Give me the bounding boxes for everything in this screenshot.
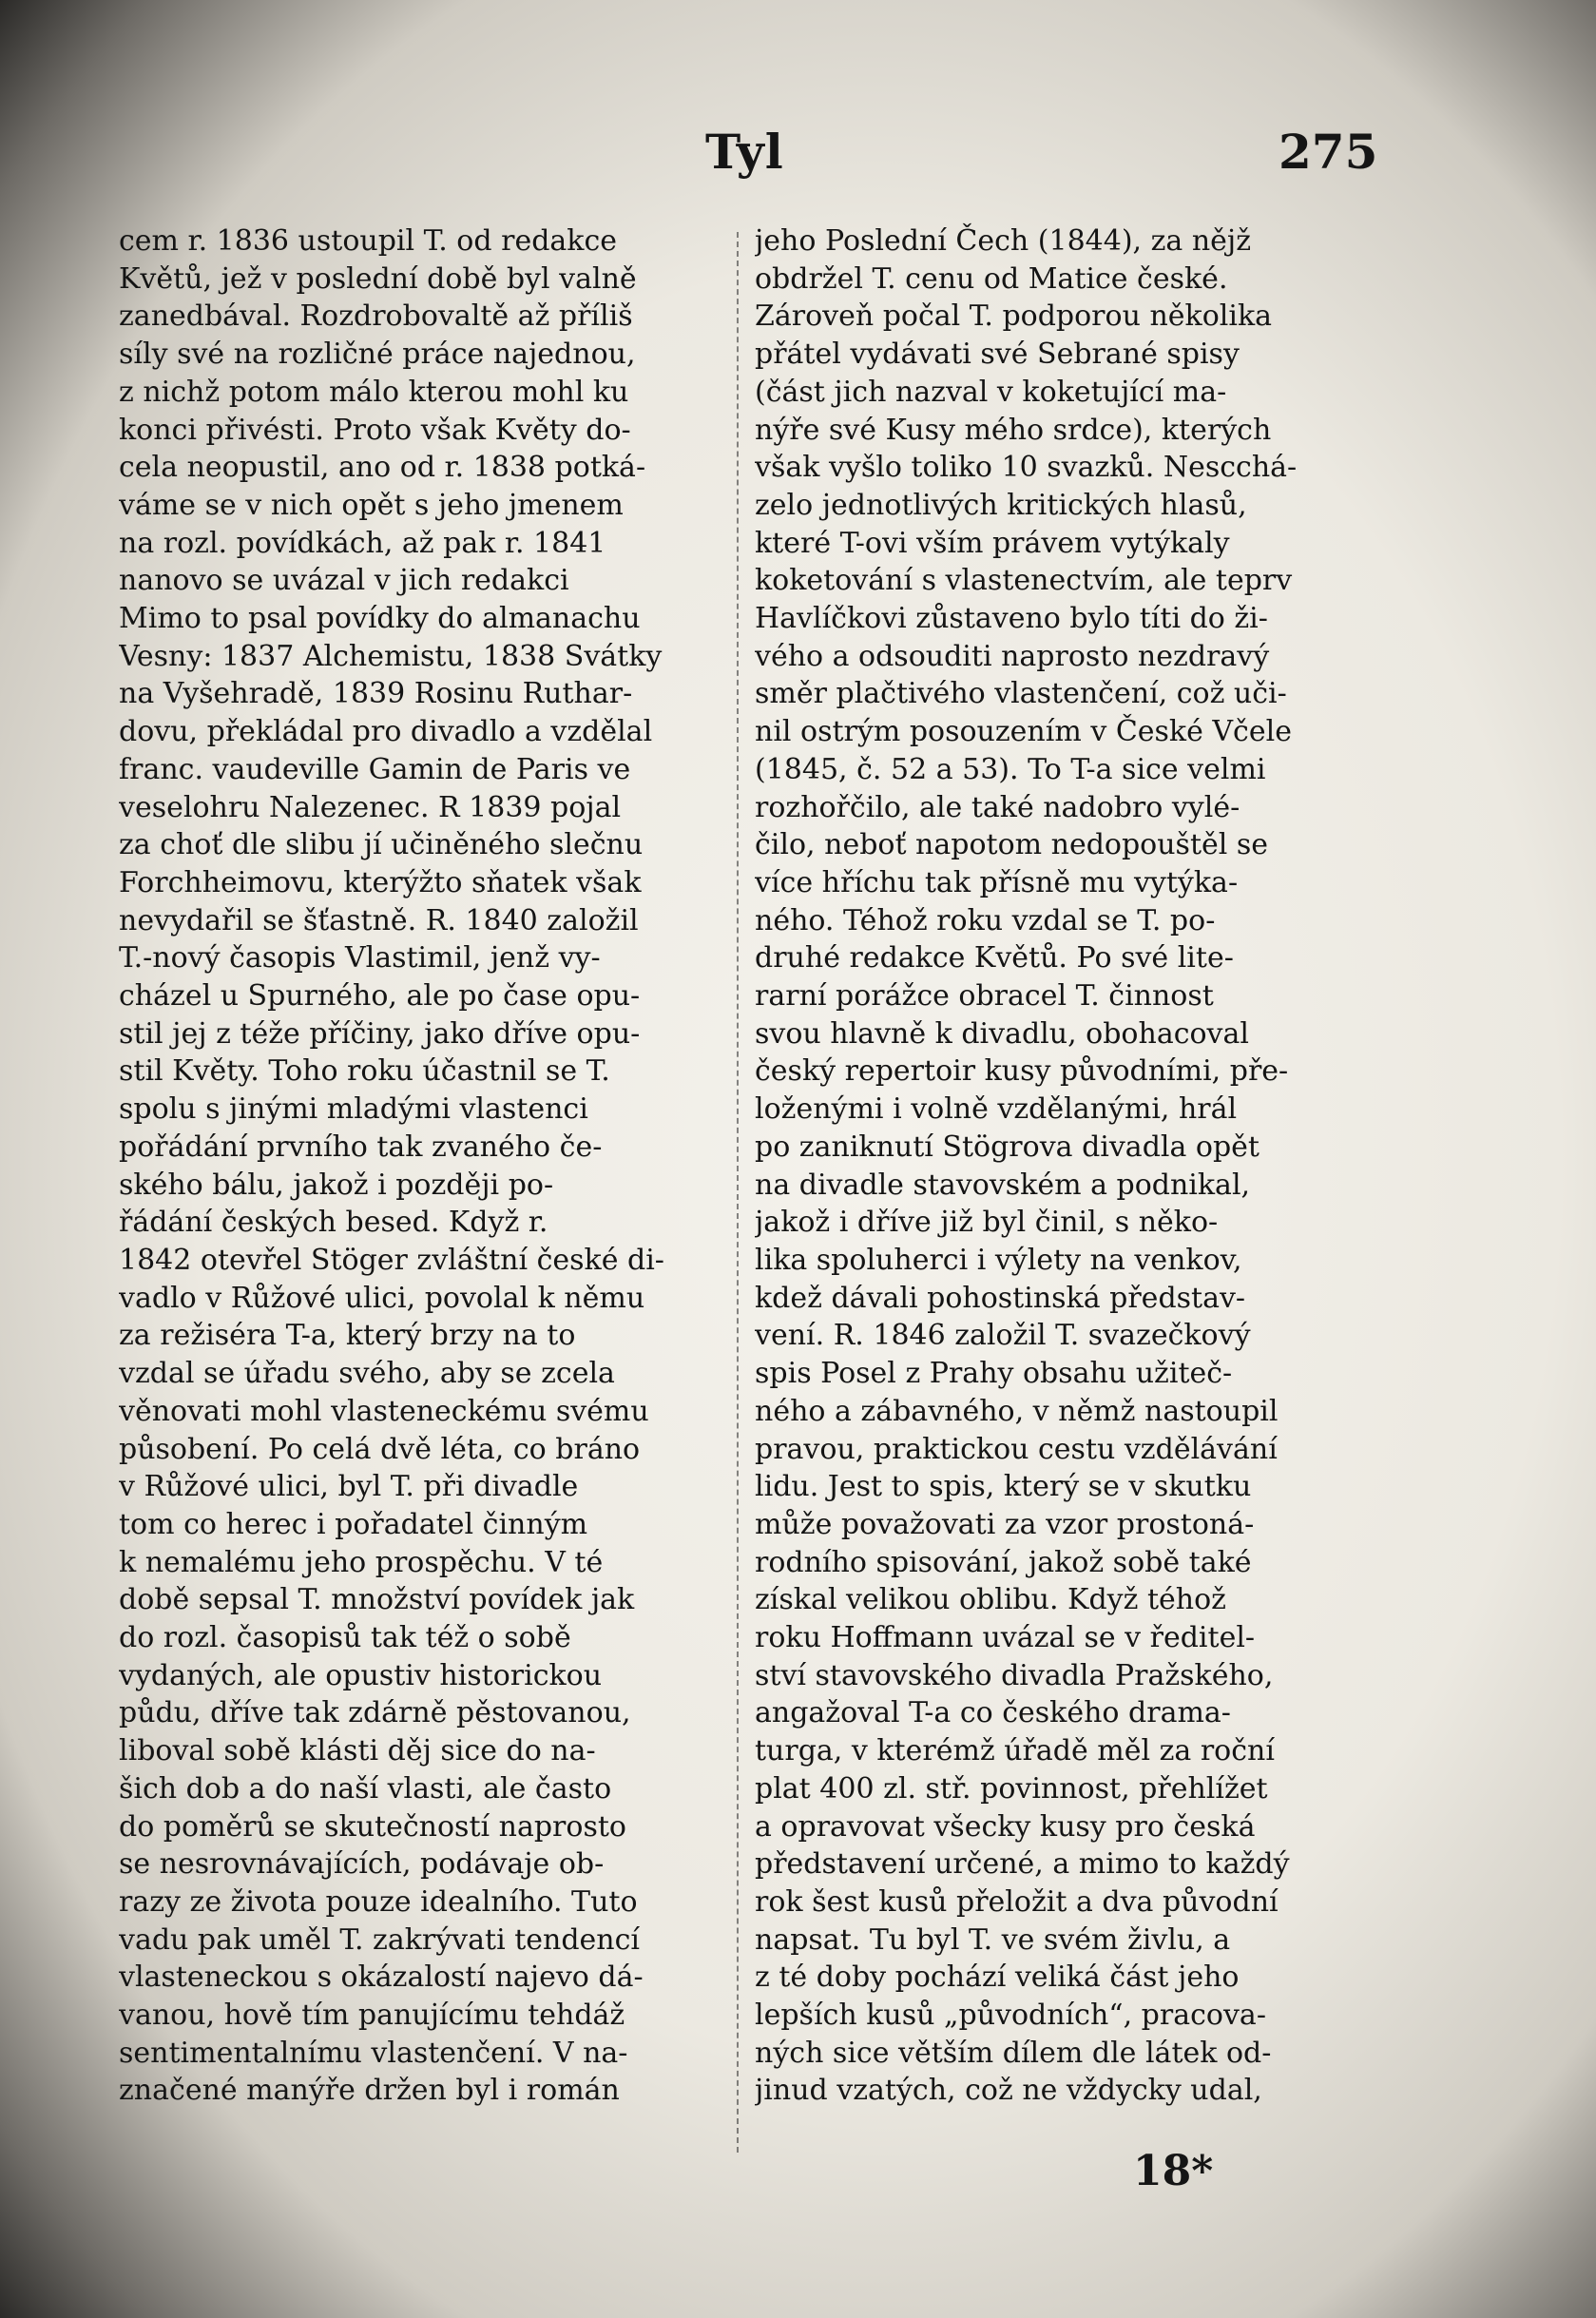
text-line: ského bálu, jakož i později po-	[119, 1168, 554, 1202]
text-line: angažoval T-a co českého drama-	[755, 1696, 1231, 1730]
text-line: spolu s jinými mladými vlastenci	[119, 1092, 588, 1127]
text-line: značené manýře držen byl i román	[119, 2074, 620, 2108]
text-line: lidu. Jest to spis, který se v skutku	[755, 1470, 1252, 1504]
text-line: kdež dávali pohostinská představ-	[755, 1281, 1246, 1315]
text-line: může považovati za vzor prostoná-	[755, 1507, 1255, 1541]
text-line: nanovo se uvázal v jich redakci	[119, 564, 569, 598]
text-line: vanou, hově tím panujícímu tehdáž	[119, 1999, 625, 2033]
text-line: rok šest kusů přeložit a dva původní	[755, 1884, 1279, 1919]
text-line: spis Posel z Prahy obsahu užiteč-	[755, 1357, 1233, 1391]
text-line: jakož i dříve již byl činil, s něko-	[755, 1206, 1219, 1240]
text-line: druhé redakce Květů. Po své lite-	[755, 941, 1234, 975]
text-line: řádání českých besed. Když r.	[119, 1206, 548, 1240]
text-line: které T-ovi vším právem vytýkaly	[755, 526, 1230, 560]
text-line: čilo, neboť napotom nedopouštěl se	[755, 828, 1269, 862]
text-line: pořádání prvního tak zvaného če-	[119, 1130, 603, 1164]
text-line: (1845, č. 52 a 53). To T-a sice velmi	[755, 752, 1266, 786]
text-line: plat 400 zl. stř. povinnost, přehlížet	[755, 1771, 1268, 1806]
text-line: v Růžové ulici, byl T. při divadle	[119, 1470, 579, 1504]
text-line: do poměrů se skutečností naprosto	[119, 1809, 626, 1844]
text-line: směr plačtivého vlastenčení, což uči-	[755, 677, 1287, 711]
text-line: vzdal se úřadu svého, aby se zcela	[119, 1357, 615, 1391]
text-line: tom co herec i pořadatel činným	[119, 1507, 588, 1541]
text-line: Květů, jež v poslední době byl valně	[119, 261, 637, 296]
text-line: síly své na rozličné práce najednou,	[119, 338, 636, 372]
column-divider	[737, 232, 739, 2153]
text-line: vého a odsouditi naprosto nezdravý	[755, 639, 1270, 673]
text-line: po zaniknutí Stögrova divadla opět	[755, 1130, 1259, 1164]
text-line: vení. R. 1846 založil T. svazečkový	[755, 1319, 1251, 1353]
text-line: vadu pak uměl T. zakrývati tendencí	[119, 1922, 641, 1957]
text-line: pravou, praktickou cestu vzdělávání	[755, 1432, 1278, 1466]
text-line: cela neopustil, ano od r. 1838 potká-	[119, 451, 646, 485]
text-line: ství stavovského divadla Pražského,	[755, 1658, 1274, 1692]
left-text-column	[119, 222, 725, 2110]
text-line: vydaných, ale opustiv historickou	[119, 1658, 603, 1692]
text-line: koketování s vlastenectvím, ale teprv	[755, 564, 1293, 598]
text-line: rarní porážce obracel T. činnost	[755, 979, 1214, 1014]
text-line: dovu, překládal pro divadlo a vzdělal	[119, 715, 653, 749]
running-head-title: Tyl	[705, 124, 784, 180]
text-line: cem r. 1836 ustoupil T. od redakce	[119, 224, 618, 258]
text-line: ných sice větším dílem dle látek od-	[755, 2036, 1272, 2070]
text-line: konci přivésti. Proto však Květy do-	[119, 413, 631, 447]
text-line: franc. vaudeville Gamin de Paris ve	[119, 752, 631, 786]
text-line: šich dob a do naší vlasti, ale často	[119, 1771, 612, 1806]
text-line: lika spoluherci i výlety na venkov,	[755, 1243, 1242, 1277]
text-line: na divadle stavovském a podnikal,	[755, 1168, 1251, 1202]
text-line: ného a zábavného, v němž nastoupil	[755, 1394, 1279, 1428]
text-line: za choť dle slibu jí učiněného slečnu	[119, 828, 644, 862]
page-number: 275	[1279, 124, 1378, 180]
text-line: váme se v nich opět s jeho jmenem	[119, 488, 624, 522]
text-line: na rozl. povídkách, až pak r. 1841	[119, 526, 606, 560]
text-line: loženými i volně vzdělanými, hrál	[755, 1092, 1238, 1127]
text-line: rozhořčilo, ale také nadobro vylé-	[755, 790, 1240, 824]
text-line: více hříchu tak přísně mu vytýka-	[755, 865, 1239, 899]
text-line: za režiséra T-a, který brzy na to	[119, 1319, 576, 1353]
text-line: vadlo v Růžové ulici, povolal k němu	[119, 1281, 645, 1315]
text-line: jinud vzatých, což ne vždycky udal,	[755, 2074, 1262, 2108]
text-line: sentimentalnímu vlastenčení. V na-	[119, 2036, 628, 2070]
text-line: nevydařil se šťastně. R. 1840 založil	[119, 903, 639, 937]
signature-mark: 18*	[1133, 2147, 1214, 2195]
text-line: Zároveň počal T. podporou několika	[755, 299, 1273, 334]
text-line: Mimo to psal povídky do almanachu	[119, 602, 641, 636]
text-line: 1842 otevřel Stöger zvláštní české di-	[119, 1243, 664, 1277]
text-line: jeho Poslední Čech (1844), za nějž	[755, 224, 1252, 258]
text-line: nil ostrým posouzením v České Včele	[755, 715, 1292, 749]
text-line: cházel u Spurného, ale po čase opu-	[119, 979, 641, 1014]
text-line: svou hlavně k divadlu, obohacoval	[755, 1016, 1249, 1051]
text-line: získal velikou oblibu. Když téhož	[755, 1583, 1226, 1617]
text-line: Forchheimovu, kterýžto sňatek však	[119, 865, 642, 899]
text-line: a opravovat všecky kusy pro česká	[755, 1809, 1256, 1844]
right-text-column	[755, 222, 1371, 2110]
text-line: Vesny: 1837 Alchemistu, 1838 Svátky	[119, 639, 663, 673]
text-line: z té doby pochází veliká část jeho	[755, 1961, 1240, 1995]
text-line: přátel vydávati své Sebrané spisy	[755, 338, 1240, 372]
text-line: napsat. Tu byl T. ve svém živlu, a	[755, 1922, 1231, 1957]
text-line: stil jej z téže příčiny, jako dříve opu-	[119, 1016, 641, 1051]
text-line: se nesrovnávajících, podávaje ob-	[119, 1847, 605, 1882]
text-line: turga, v kterémž úřadě měl za roční	[755, 1734, 1275, 1768]
text-line: obdržel T. cenu od Matice české.	[755, 261, 1228, 296]
text-line: roku Hoffmann uvázal se v ředitel-	[755, 1621, 1256, 1655]
text-line: veselohru Nalezenec. R 1839 pojal	[119, 790, 622, 824]
text-line: zanedbával. Rozdrobovaltě až příliš	[119, 299, 633, 334]
text-line: nýře své Kusy mého srdce), kterých	[755, 413, 1272, 447]
text-line: půdu, dříve tak zdárně pěstovanou,	[119, 1696, 631, 1730]
text-line: stil Květy. Toho roku účastnil se T.	[119, 1054, 610, 1089]
text-line: době sepsal T. množství povídek jak	[119, 1583, 635, 1617]
text-line: do rozl. časopisů tak též o sobě	[119, 1621, 571, 1655]
text-line: lepších kusů „původních“, pracova-	[755, 1999, 1266, 2033]
text-line: na Vyšehradě, 1839 Rosinu Ruthar-	[119, 677, 633, 711]
text-line: zelo jednotlivých kritických hlasů,	[755, 488, 1247, 522]
text-line: razy ze života pouze idealního. Tuto	[119, 1884, 638, 1919]
text-line: však vyšlo toliko 10 svazků. Nescchá-	[755, 451, 1298, 485]
text-line: k nemalému jeho prospěchu. V té	[119, 1545, 604, 1579]
text-line: představení určené, a mimo to každý	[755, 1847, 1290, 1882]
text-line: český repertoir kusy původními, pře-	[755, 1054, 1289, 1089]
text-line: působení. Po celá dvě léta, co bráno	[119, 1432, 641, 1466]
text-line: věnovati mohl vlasteneckému svému	[119, 1394, 649, 1428]
text-line: T.-nový časopis Vlastimil, jenž vy-	[119, 941, 601, 975]
text-line: z nichž potom málo kterou mohl ku	[119, 375, 629, 409]
text-line: (část jich nazval v koketující ma-	[755, 375, 1227, 409]
text-line: vlasteneckou s okázalostí najevo dá-	[119, 1961, 644, 1995]
text-line: rodního spisování, jakož sobě také	[755, 1545, 1252, 1579]
text-line: ného. Téhož roku vzdal se T. po-	[755, 903, 1216, 937]
text-line: Havlíčkovi zůstaveno bylo títi do ži-	[755, 602, 1268, 636]
text-line: liboval sobě klásti děj sice do na-	[119, 1734, 596, 1768]
